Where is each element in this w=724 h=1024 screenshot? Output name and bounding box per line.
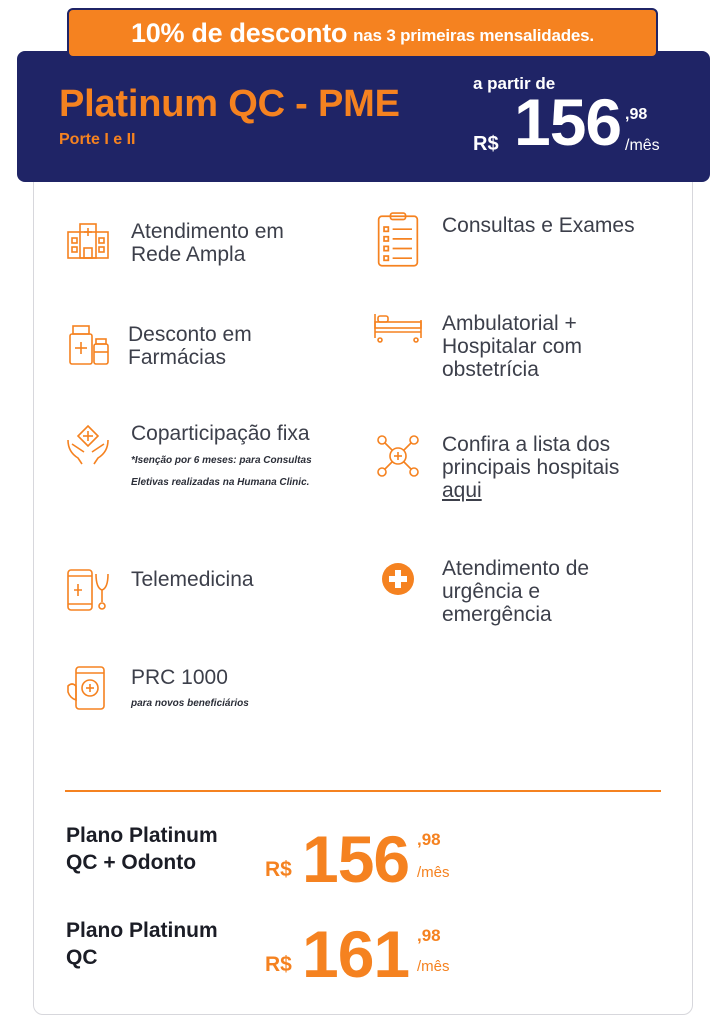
pharmacy-bottles-icon [64, 320, 112, 368]
feature-telemedicina: Telemedicina [131, 568, 254, 591]
header-price-integer: 156 [514, 85, 622, 159]
from-label: a partir de [473, 74, 556, 93]
plan-qc-price-integer: 161 [302, 917, 410, 991]
exam-checklist-icon [372, 212, 424, 270]
plan-odonto-currency: R$ [265, 858, 292, 881]
feature-hospitais: Confira a lista dos principais hospitais aqui [442, 433, 620, 502]
plan-qc-per-month: /mês [417, 958, 450, 975]
emergency-plus-icon [381, 562, 415, 596]
header-per-month: /mês [625, 137, 660, 154]
discount-detail: nas 3 primeiras mensalidades. [353, 26, 594, 45]
plan-odonto-price-integer: 156 [302, 822, 410, 896]
plan-header [17, 51, 710, 182]
prc-phone-icon [64, 664, 112, 712]
plan-qc-name: Plano Platinum QC [66, 919, 218, 969]
header-price-cents: ,98 [625, 106, 648, 123]
feature-ambulatorial: Ambulatorial + Hospitalar com obstetrícia [442, 312, 583, 381]
feature-rede-ampla: Atendimento em Rede Ampla [131, 220, 284, 266]
header-currency: R$ [473, 133, 499, 155]
feature-consultas-exames: Consultas e Exames [442, 214, 635, 237]
feature-coparticipacao: Coparticipação fixa [131, 422, 310, 445]
feature-farmacias: Desconto em Farmácias [128, 323, 252, 369]
coparticipacao-note: *Isenção por 6 meses: para Consultas Eletivas realizadas na Humana Clinic. [131, 455, 312, 488]
prc-note: para novos beneficiários [131, 698, 249, 709]
plan-odonto-name: Plano Platinum QC + Odonto [66, 824, 218, 874]
hospital-bed-icon [372, 310, 424, 344]
hospital-network-hub-icon [374, 432, 422, 480]
plan-qc-price-cents: ,98 [417, 926, 441, 945]
plan-subtitle: Porte I e II [59, 131, 136, 148]
plan-qc-currency: R$ [265, 953, 292, 976]
feature-emergencia: Atendimento de urgência e emergência [442, 557, 590, 626]
discount-headline: 10% de desconto [131, 17, 348, 48]
plan-odonto-price-cents: ,98 [417, 830, 441, 849]
hospitals-list-link[interactable]: aqui [442, 479, 482, 502]
feature-prc: PRC 1000 [131, 666, 228, 689]
plan-odonto-per-month: /mês [417, 864, 450, 881]
hospital-network-icon [64, 218, 112, 266]
care-hands-icon [64, 420, 112, 468]
telemedicine-phone-icon [64, 566, 112, 614]
divider [65, 790, 661, 792]
discount-banner [67, 8, 658, 58]
plan-title: Platinum QC - PME [59, 83, 400, 125]
